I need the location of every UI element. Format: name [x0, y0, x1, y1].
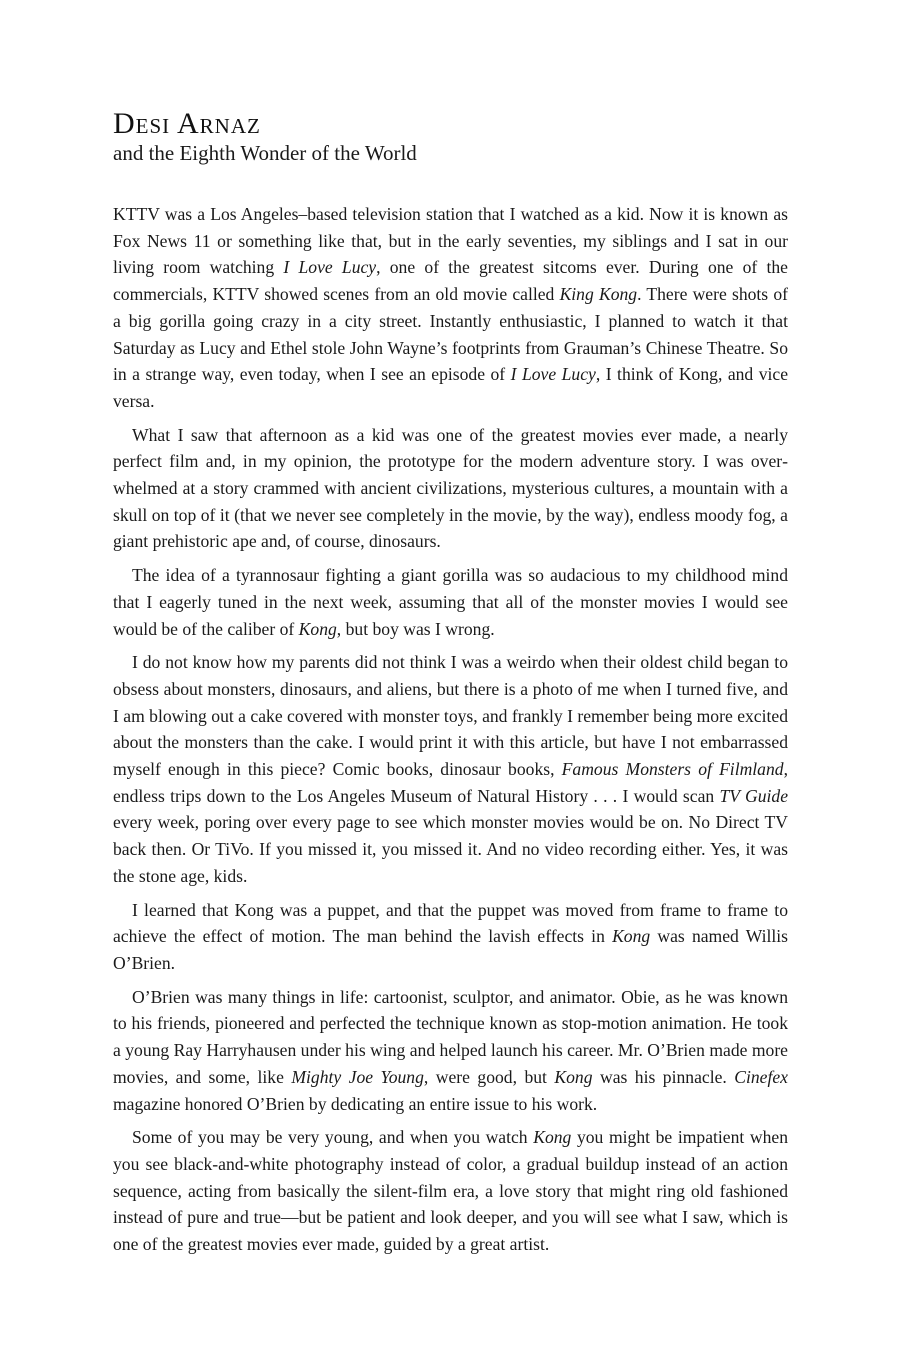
italic-title: King Kong [559, 284, 638, 305]
italic-title: Kong [533, 1127, 572, 1148]
paragraph-text: was named Willis O’Brien. [113, 926, 789, 973]
italic-title: Kong [612, 926, 651, 947]
paragraph-text: I learned that Kong was a puppet, and that the puppet was moved from frame to frame to achieve the effect of motion. The man behind the lavish effects in [113, 899, 788, 947]
paragraph-text: What I saw that afternoon as a kid was one of the greatest movies ever made, a nearly perfect film and, in my opinion, the prototype for the modern adventure story. I was overwhelmed at a story crammed with ancient civilizations, mysterious cultures, a mountain with a skull on top of it (that we never see completely in the movie, by the way), endless moody fog, a giant prehistoric ape and, of course, dinosaurs. [113, 424, 788, 552]
paragraph-text: Some of you may be very young, and when you watch [132, 1127, 534, 1148]
italic-title: Famous Monsters of Filmland [561, 759, 784, 780]
page-content [113, 108, 788, 1265]
body-paragraph [113, 562, 788, 642]
article-body [113, 201, 788, 1258]
paragraph-text: The idea of a tyrannosaur fighting a giant gorilla was so audacious to my childhood mind that I eagerly tuned in the next week, assuming that all of the monster movies I would see would be of the caliber of [113, 565, 788, 639]
paragraph-text: , were good, but [423, 1066, 555, 1087]
paragraph-text: O’Brien was many things in life: cartoonist, sculptor, and animator. Obie, as he was known to his friends, pioneered and perfected the technique known as stop-motion animation. He took a young Ray Harryhausen under his wing and helped launch his career. Mr. O’Brien made more movies, and some, like [113, 986, 788, 1087]
paragraph-text: magazine honored O’Brien by dedicating an entire issue to his work. [113, 1093, 598, 1114]
italic-title: Kong [298, 618, 337, 639]
paragraph-text: , one of the greatest sitcoms ever. During one of the commercials, KTTV showed scenes from an old movie called [113, 257, 788, 305]
body-paragraph [113, 984, 788, 1118]
italic-title: I Love Lucy [510, 364, 596, 385]
italic-title: Kong [554, 1066, 593, 1087]
body-paragraph [113, 897, 788, 977]
paragraph-text: , but boy was I wrong. [336, 618, 495, 639]
paragraph-text: . There were shots of a big gorilla going crazy in a city street. Instantly enthusiastic, I planned to watch it that Saturday as Lucy and Ethel stole John Wayne’s footprints from Grauman’s Chinese Theatre. So in a strange way, even today, when I see an episode of [113, 284, 789, 385]
paragraph-text: you might be impatient when you see black-and-white photography instead of color, a gradual buildup instead of an action sequence, acting from basically the silent-film era, a love story that might ring old fashioned instead of pure and true—but be patient and look deeper, and you will see what I saw, which is one of the greatest movies ever made, guided by a great artist. [113, 1127, 788, 1255]
paragraph-text: I do not know how my parents did not think I was a weirdo when their oldest child began to obsess about monsters, dinosaurs, and aliens, but there is a photo of me when I turned five, and I am blowing out a cake covered with monster toys, and frankly I remember being more excited about the monsters than the cake. I would print it with this article, but have I not embarrassed myself enough in this piece? Comic books, dinosaur books, [113, 652, 788, 780]
article-subtitle: and the Eighth Wonder of the World [113, 141, 417, 165]
body-paragraph [113, 649, 788, 889]
body-paragraph [113, 422, 788, 556]
body-paragraph [113, 1124, 788, 1258]
article-title: Desi Arnaz [113, 107, 261, 140]
paragraph-text: was his pinnacle. [592, 1066, 735, 1087]
italic-title: TV Guide [719, 785, 789, 806]
italic-title: Mighty Joe Young [291, 1066, 424, 1087]
italic-title: Cinefex [734, 1066, 788, 1087]
paragraph-text: , endless trips down to the Los Angeles Museum of Natural History . . . I would scan [113, 759, 788, 806]
paragraph-text: KTTV was a Los Angeles–based television station that I watched as a kid. Now it is known as Fox News 11 or something like that, but in the early seventies, my siblings and I sat in our living room watching [113, 204, 788, 278]
paragraph-text: , I think of Kong, and vice versa. [113, 364, 789, 411]
paragraph-text: every week, poring over every page to see which monster movies would be on. No Direct TV back then. Or TiVo. If you missed it, you missed it. And no video recording either. Yes, it was the stone age, kids. [113, 812, 788, 886]
body-paragraph [113, 201, 788, 415]
italic-title: I Love Lucy [283, 257, 377, 278]
